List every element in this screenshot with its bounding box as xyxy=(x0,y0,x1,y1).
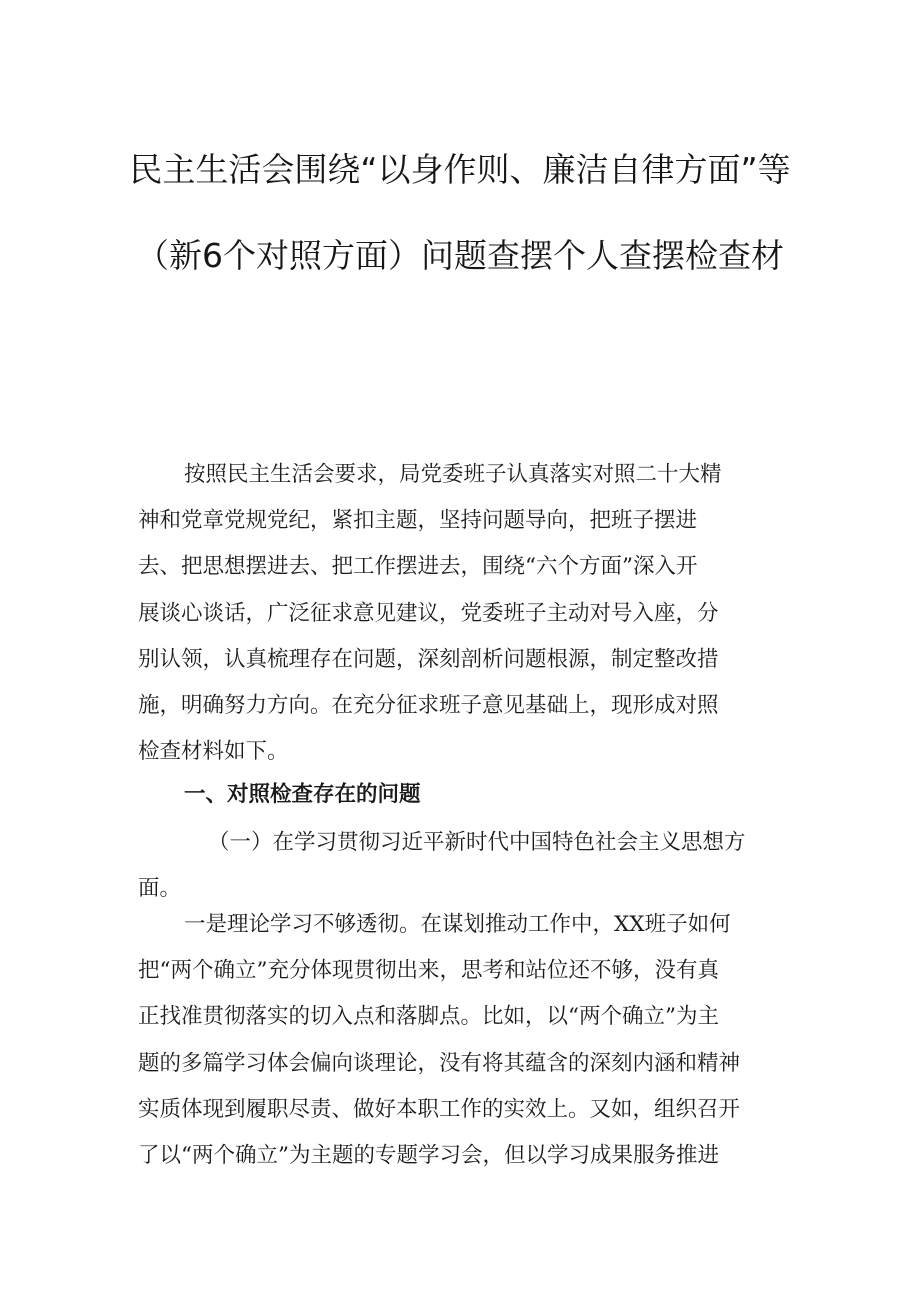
subsection-line: 面。 xyxy=(138,876,182,902)
intro-line: 按照民主生活会要求，局党委班子认真落实对照二十大精 xyxy=(184,462,722,487)
subsection-line: （一）在学习贯彻习近平新时代中国特色社会主义思想方 xyxy=(208,830,746,855)
body-line: 一是理论学习不够透彻。在谋划推动工作中，XX班子如何 xyxy=(184,912,731,937)
intro-line: 施，明确努力方向。在充分征求班子意见基础上，现形成对照 xyxy=(138,693,719,719)
intro-line: 展谈心谈话，广泛征求意见建议，党委班子主动对号入座，分 xyxy=(138,600,719,626)
body-line: 把“两个确立”充分体现贯彻出来，思考和站位还不够，没有真 xyxy=(138,958,719,984)
body-line: 题的多篇学习体会偏向谈理论，没有将其蕴含的深刻内涵和精神 xyxy=(138,1050,741,1076)
intro-line: 检查材料如下。 xyxy=(138,739,289,765)
intro-line: 神和党章党规党纪，紧扣主题，坚持问题导向，把班子摆进 xyxy=(138,508,698,534)
body-line: 实质体现到履职尽责、做好本职工作的实效上。又如，组织召开 xyxy=(138,1096,741,1122)
intro-paragraph xyxy=(138,452,780,775)
document-title-line-1: 民主生活会围绕“以身作则、廉洁自律方面”等 xyxy=(129,150,791,189)
section-heading: 一、对照检查存在的问题 xyxy=(184,782,421,807)
body-paragraph xyxy=(138,902,780,1179)
intro-line: 别认领，认真梳理存在问题，深刻剖析问题根源，制定整改措 xyxy=(138,646,719,672)
intro-line: 去、把思想摆进去、把工作摆进去，围绕“六个方面”深入开 xyxy=(138,554,698,580)
body-line: 正找准贯彻落实的切入点和落脚点。比如，以“两个确立”为主 xyxy=(138,1004,719,1030)
document-title-line-2: （新6个对照方面）问题查摆个人查摆检查材 xyxy=(136,236,784,275)
body-line: 了以“两个确立”为主题的专题学习会，但以学习成果服务推进 xyxy=(138,1143,719,1169)
subsection-heading xyxy=(138,820,780,912)
